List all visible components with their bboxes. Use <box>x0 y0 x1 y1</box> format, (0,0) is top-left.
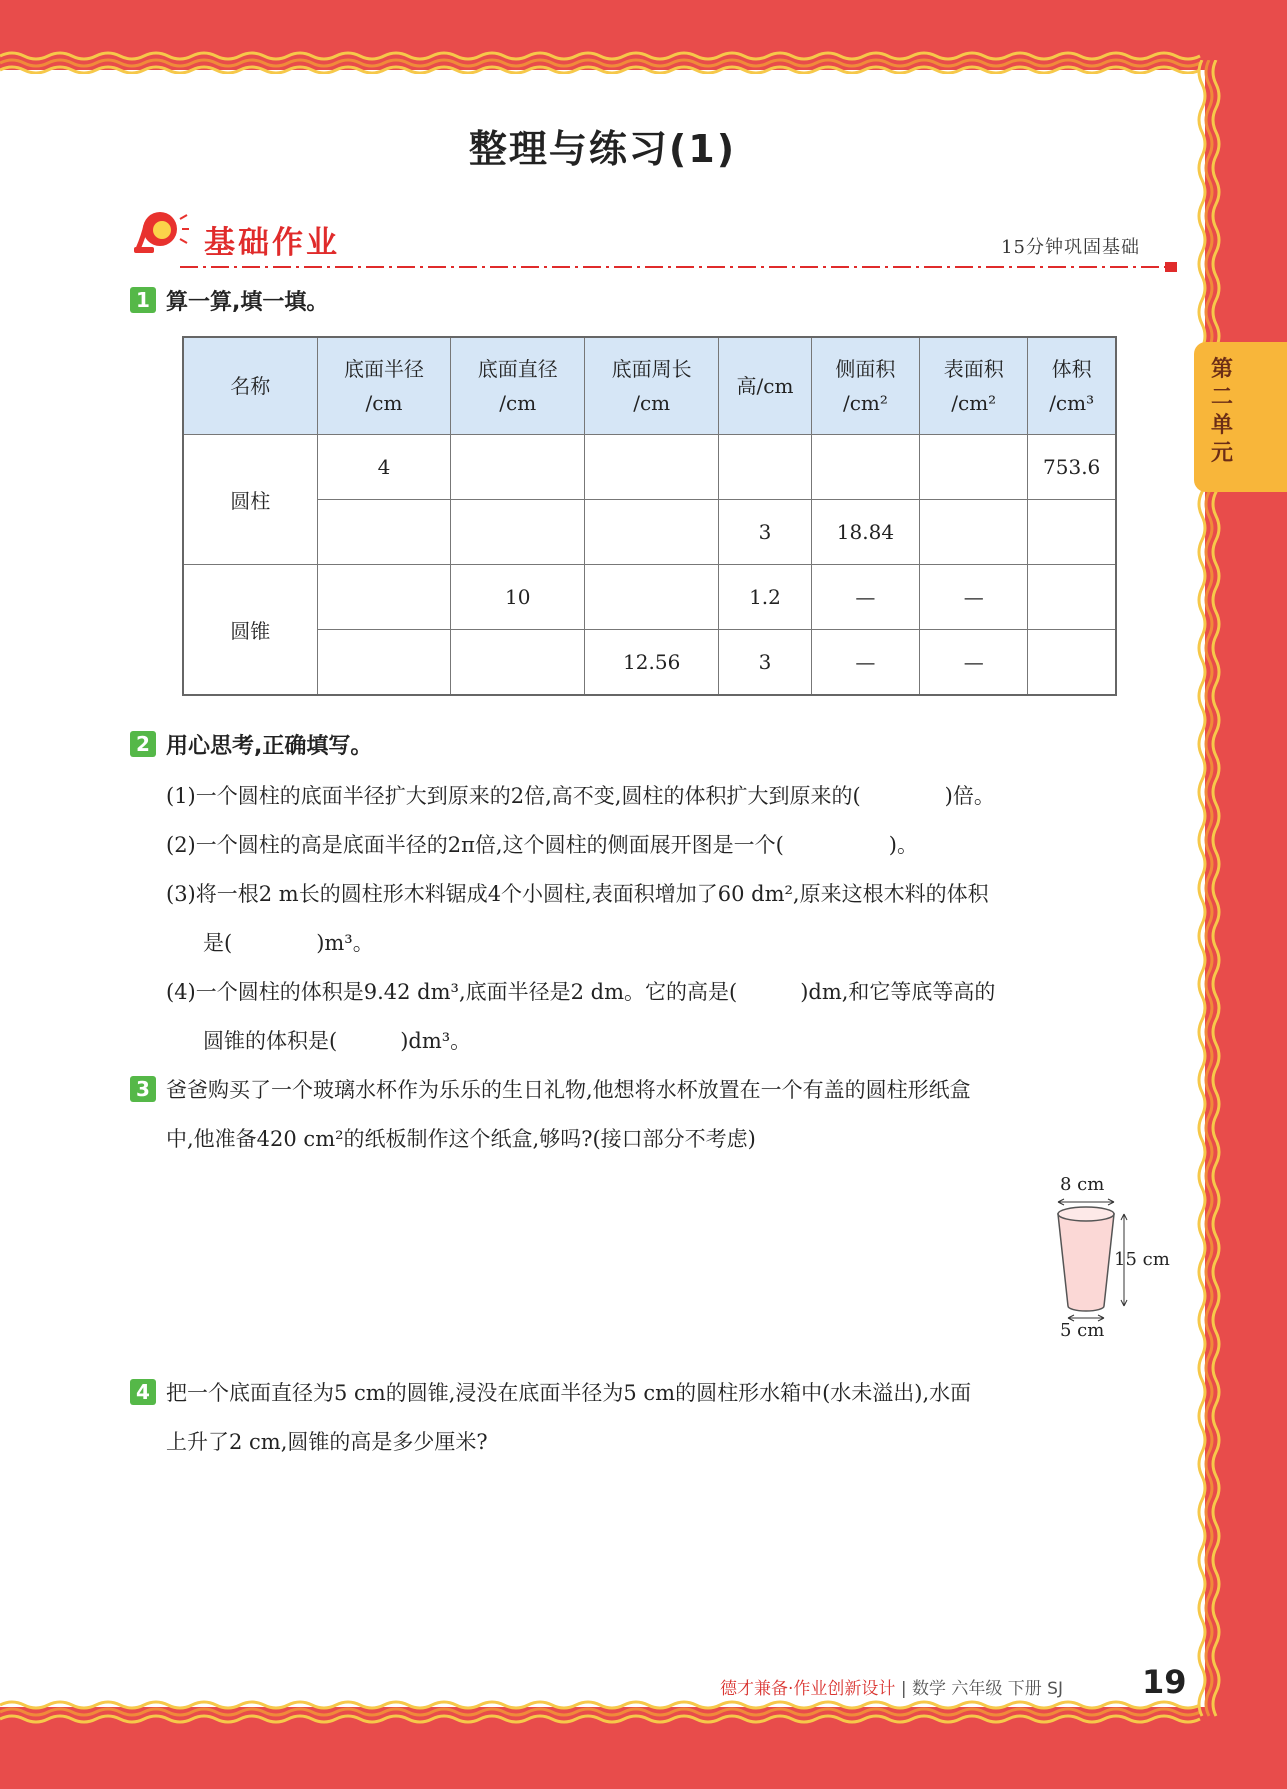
table-cell[interactable] <box>1028 500 1116 565</box>
table-row <box>183 500 1116 565</box>
header-cell: 侧面积 /cm² <box>811 337 919 435</box>
table-cell[interactable] <box>317 630 451 696</box>
table-cell[interactable] <box>1028 565 1116 630</box>
section-divider <box>180 261 1180 273</box>
table-cell[interactable]: 12.56 <box>585 630 719 696</box>
table-cell[interactable]: 18.84 <box>811 500 919 565</box>
question-4-line-1: 把一个底面直径为5 cm的圆锥,浸没在底面半径为5 cm的圆柱形水箱中(水未溢出),水面 <box>166 1381 972 1405</box>
question-2-item-3-cont: 是( )m³。 <box>203 931 374 955</box>
question-4-line-2: 上升了2 cm,圆锥的高是多少厘米? <box>166 1430 488 1454</box>
footer-info: | 数学 六年级 下册 SJ <box>900 1679 1063 1699</box>
top-wave-border <box>0 48 1205 74</box>
table-row <box>183 630 1116 696</box>
question-number: 4 <box>130 1379 156 1405</box>
question-3-line-1: 爸爸购买了一个玻璃水杯作为乐乐的生日礼物,他想将水杯放置在一个有盖的圆柱形纸盒 <box>166 1078 971 1102</box>
table-cell[interactable] <box>920 435 1028 500</box>
table-cell[interactable]: 4 <box>317 435 451 500</box>
section-subtitle: 15分钟巩固基础 <box>1001 237 1140 258</box>
question-2-title: 用心思考,正确填写。 <box>166 734 373 759</box>
table-cell[interactable]: 3 <box>719 630 812 696</box>
side-tab-char: 二 <box>1210 385 1233 410</box>
question-number: 2 <box>130 731 156 757</box>
header-cell: 底面半径 /cm <box>317 337 451 435</box>
lamp-icon <box>130 205 190 261</box>
question-1-title: 算一算,填一填。 <box>166 290 329 315</box>
row-group-label: 圆锥 <box>183 565 317 696</box>
question-2-item-3: (3)将一根2 m长的圆柱形木料锯成4个小圆柱,表面积增加了60 dm²,原来这根木料的体积 <box>166 882 989 906</box>
table-cell[interactable] <box>585 435 719 500</box>
cup-bottom-diameter-label: 5 cm <box>1060 1320 1105 1341</box>
right-wave-border <box>1196 60 1222 1720</box>
unit-side-tab <box>1194 342 1287 492</box>
cup-figure <box>1040 1174 1190 1344</box>
page-title: 整理与练习(1) <box>468 127 737 171</box>
calc-table <box>182 336 1117 696</box>
table-cell[interactable]: — <box>920 630 1028 696</box>
table-row <box>183 565 1116 630</box>
header-cell: 体积 /cm³ <box>1028 337 1116 435</box>
table-cell[interactable]: — <box>811 565 919 630</box>
section-header <box>130 205 1170 265</box>
side-tab-char: 单 <box>1210 413 1233 438</box>
cup-height-label: 15 cm <box>1114 1249 1170 1270</box>
question-2-item-2: (2)一个圆柱的高是底面半径的2π倍,这个圆柱的侧面展开图是一个( )。 <box>166 833 918 857</box>
question-2-item-4: (4)一个圆柱的体积是9.42 dm³,底面半径是2 dm。它的高是( )dm,和它等底等高的 <box>166 980 996 1004</box>
table-cell[interactable] <box>585 565 719 630</box>
question-number: 1 <box>130 287 156 313</box>
table-cell[interactable]: 10 <box>451 565 585 630</box>
question-3-line-2: 中,他准备420 cm²的纸板制作这个纸盒,够吗?(接口部分不考虑) <box>166 1127 756 1151</box>
table-cell[interactable] <box>719 435 812 500</box>
bottom-wave-border <box>0 1700 1205 1726</box>
page-number: 19 <box>1142 1663 1187 1701</box>
question-2-item-1: (1)一个圆柱的底面半径扩大到原来的2倍,高不变,圆柱的体积扩大到原来的( )倍。 <box>166 784 995 808</box>
table-cell[interactable] <box>451 435 585 500</box>
table-cell[interactable] <box>451 630 585 696</box>
table-cell[interactable] <box>451 500 585 565</box>
side-tab-char: 元 <box>1210 441 1233 466</box>
unit-side-tab-label <box>1194 356 1250 468</box>
table-cell[interactable] <box>1028 630 1116 696</box>
cup-top-diameter-label: 8 cm <box>1060 1174 1105 1195</box>
side-tab-char: 第 <box>1210 357 1233 382</box>
table-cell[interactable] <box>811 435 919 500</box>
table-cell[interactable] <box>317 500 451 565</box>
table-cell[interactable]: — <box>920 565 1028 630</box>
section-title: 基础作业 <box>204 225 340 261</box>
table-cell[interactable]: 3 <box>719 500 812 565</box>
table-cell[interactable] <box>317 565 451 630</box>
header-cell: 名称 <box>183 337 317 435</box>
table-cell[interactable] <box>920 500 1028 565</box>
question-number: 3 <box>130 1076 156 1102</box>
question-2-item-4-cont: 圆锥的体积是( )dm³。 <box>203 1029 472 1053</box>
row-group-label: 圆柱 <box>183 435 317 565</box>
table-cell[interactable]: — <box>811 630 919 696</box>
footer <box>720 1674 1063 1699</box>
footer-brand: 德才兼备·作业创新设计 <box>720 1679 896 1699</box>
table-cell[interactable]: 753.6 <box>1028 435 1116 500</box>
table-cell[interactable] <box>585 500 719 565</box>
header-cell: 底面周长 /cm <box>585 337 719 435</box>
table-row <box>183 435 1116 500</box>
table-cell[interactable]: 1.2 <box>719 565 812 630</box>
header-cell: 表面积 /cm² <box>920 337 1028 435</box>
table-header-row <box>183 337 1116 435</box>
header-cell: 底面直径 /cm <box>451 337 585 435</box>
header-cell: 高/cm <box>719 337 812 435</box>
